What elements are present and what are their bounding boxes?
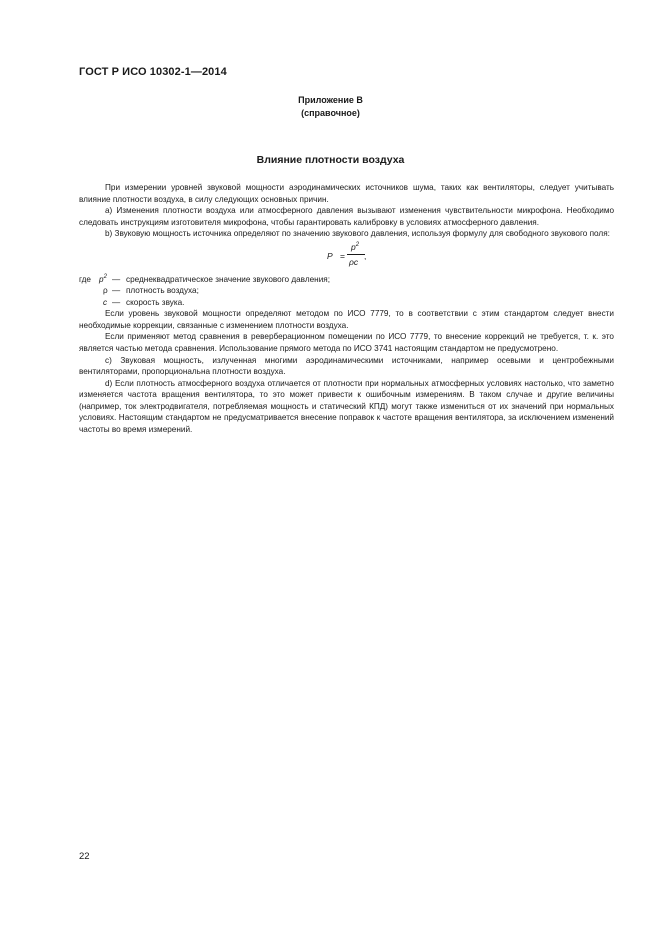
formula-denominator: ρc [349, 256, 359, 267]
paragraph-b: b) Звуковую мощность источника определяют по значению звукового давления, используя формулу для свободного звукового поля: [105, 229, 610, 239]
formula-block [79, 240, 614, 274]
paragraph-d: d) Если плотность атмосферного воздуха отличается от плотности при нормальных атмосферных условиях настолько, что заметно изменяется частота вращения вентилятора, то это может привести к ошибочным измерениям. В таком случае и другие величины (например, ток электродвигателя, потребляемая мощность и статический КПД) могут также измениться от их значений при нормальных условиях. Настоящим стандартом не предусматривается внесение поправок к частоте вращения вентилятора, за исключением изменений частоты во время измерений. [79, 378, 614, 434]
paragraph-intro: При измерении уровней звуковой мощности аэродинамических источников шума, таких как вентиляторы, следует учитывать влияние плотности воздуха, в силу следующих основных причин. [79, 183, 614, 204]
formula-equals: = [340, 250, 345, 261]
formula-numerator: $p^2$ [351, 241, 360, 252]
fraction-bar [347, 254, 365, 255]
annex-label: Приложение В [298, 95, 363, 105]
definition-symbol: c [103, 297, 108, 307]
definition-dash: — [112, 297, 121, 307]
definition-text: плотность воздуха; [126, 286, 199, 296]
section-title: Влияние плотности воздуха [256, 154, 405, 166]
definition-symbol: $p^2$ [99, 273, 107, 284]
document-body [79, 182, 614, 435]
annex-kind: (справочное) [301, 108, 360, 118]
paragraph-a: а) Изменения плотности воздуха или атмосферного давления вызывают изменения чувствительности микрофона. Необходимо следовать инструкциям изготовителя микрофона, чтобы гарантировать калибровку в условиях атмосферного давления. [79, 206, 614, 227]
page-number: 22 [79, 851, 90, 862]
definition-text: среднеквадратическое значение звукового давления; [126, 274, 330, 284]
definition-row [79, 297, 614, 309]
definition-symbol: ρ [103, 286, 108, 296]
paragraph-c: с) Звуковая мощность, излученная многими аэродинамическими источниками, например осевыми и центробежными вентиляторами, пропорциональна плотности воздуха. [79, 355, 614, 377]
paragraph-reverberation: Если применяют метод сравнения в реверберационном помещении по ИСО 7779, то внесение коррекций не требуется, т. к. это является частью метода сравнения. Использование прямого метода по ИСО 3741 настоящим стандартом не предусмотрено. [79, 332, 614, 354]
definition-dash: — [112, 286, 121, 296]
definition-row [79, 274, 614, 286]
definition-row [79, 285, 614, 297]
paragraph-iso7779: Если уровень звуковой мощности определяют методом по ИСО 7779, то в соответствии с этим стандартом следует внести необходимые коррекции, связанные с изменением плотности воздуха. [79, 309, 614, 330]
definition-dash: — [112, 274, 121, 284]
definition-lead: где [79, 274, 91, 284]
formula-lhs: P [327, 250, 333, 261]
definition-text: скорость звука. [126, 297, 185, 307]
formula-comma: , [364, 250, 367, 261]
standard-header: ГОСТ Р ИСО 10302-1—2014 [79, 66, 227, 78]
